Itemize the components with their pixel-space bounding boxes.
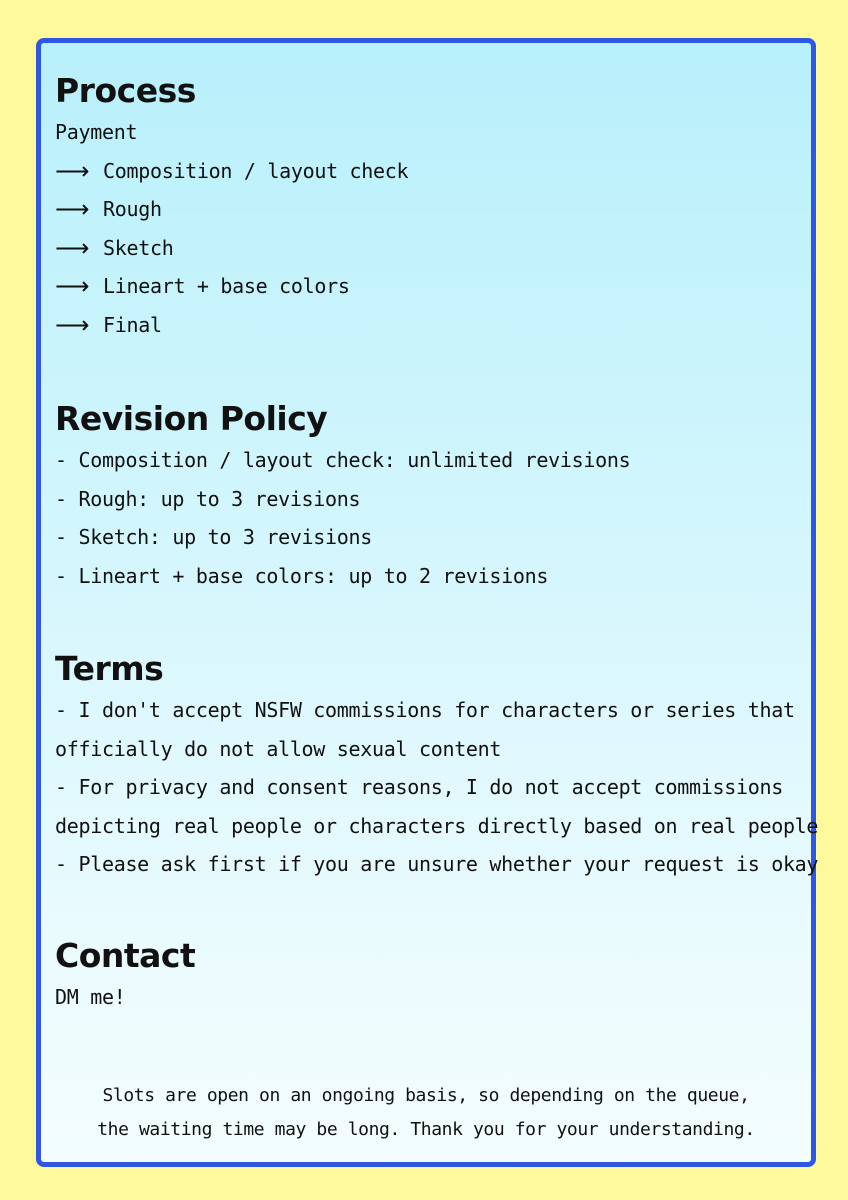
process-step-label: Composition / layout check <box>103 158 409 183</box>
revision-item: - Lineart + base colors: up to 2 revisions <box>55 563 549 588</box>
commission-info-card <box>36 38 819 1167</box>
footer-line: Slots are open on an ongoing basis, so depending on the queue, <box>102 1085 750 1106</box>
revision-item: - Rough: up to 3 revisions <box>55 486 361 511</box>
arrow-icon: ⟶ <box>55 195 90 223</box>
process-heading: Process <box>55 71 196 110</box>
process-step <box>55 152 797 191</box>
terms-line: - Please ask first if you are unsure whether your request is okay <box>55 852 819 876</box>
contact-section <box>55 936 797 1017</box>
process-step-label: Lineart + base colors <box>103 274 350 298</box>
process-first-step: Payment <box>55 120 138 144</box>
process-step-label: Rough <box>103 197 162 221</box>
process-step-label: Final <box>103 312 162 337</box>
revision-item: - Sketch: up to 3 revisions <box>55 525 373 549</box>
process-step <box>55 267 797 306</box>
arrow-icon: ⟶ <box>55 156 90 185</box>
terms-section <box>55 649 819 884</box>
process-section <box>55 71 797 344</box>
footer-note <box>41 1079 811 1147</box>
terms-line: - For privacy and consent reasons, I do not accept commissions <box>55 775 783 799</box>
contact-heading: Contact <box>55 936 196 975</box>
process-step <box>55 190 797 229</box>
arrow-icon: ⟶ <box>55 272 90 300</box>
terms-line: depicting real people or characters directly based on real people <box>55 813 819 838</box>
arrow-icon: ⟶ <box>55 233 90 262</box>
arrow-icon: ⟶ <box>55 310 90 339</box>
process-step <box>55 306 797 345</box>
process-step <box>55 229 797 268</box>
process-step-label: Sketch <box>103 235 174 260</box>
footer-line: the waiting time may be long. Thank you for your understanding. <box>97 1119 755 1140</box>
revision-item: - Composition / layout check: unlimited revisions <box>55 448 631 472</box>
contact-text: DM me! <box>55 985 126 1009</box>
revision-policy-section <box>55 399 797 595</box>
terms-line: officially do not allow sexual content <box>55 736 502 761</box>
terms-line: - I don't accept NSFW commissions for characters or series that <box>55 698 795 722</box>
terms-heading: Terms <box>55 649 164 688</box>
revision-policy-heading: Revision Policy <box>55 399 328 438</box>
